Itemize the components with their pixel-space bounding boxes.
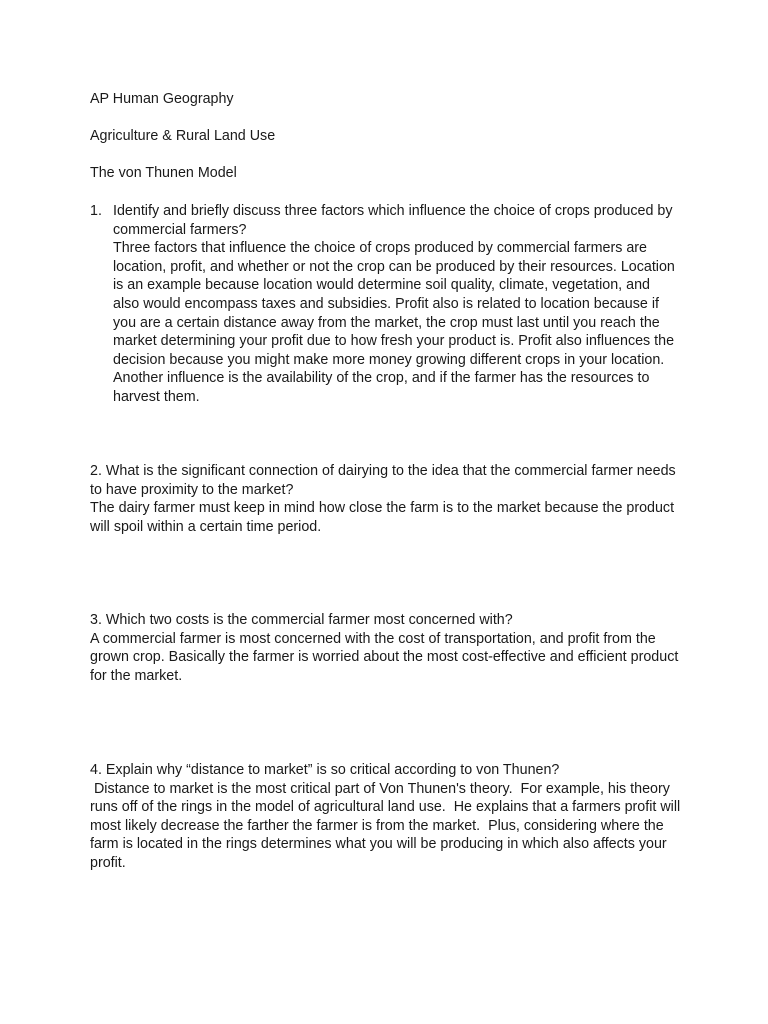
question-text-3: 3. Which two costs is the commercial farmer most concerned with? [90, 612, 513, 628]
question-item-4 [90, 761, 690, 873]
answer-text-1: Three factors that influence the choice of crops produced by commercial farmers are location, profit, and whether or not the crop can be produced by their resources. Location is an example because location would determine soil quality, climate, vegetation, and also would encompass taxes and subsidies. Profit also is related to location because if you are a certain distance away from the market, the crop must last until you reach the market determining your profit due to how fresh your product is. Profit also influences the decision because you might make more money growing different crops in your location. Another influence is the availability of the crop, and if the farmer has the resources to harvest them. [113, 240, 675, 405]
answer-text-2: The dairy farmer must keep in mind how close the farm is to the market because the product will spoil within a certain time period. [90, 500, 675, 535]
unit-title: Agriculture & Rural Land Use [90, 128, 276, 144]
question-number-1: 1. [90, 203, 102, 219]
question-text-1: Identify and briefly discuss three factors which influence the choice of crops produced by commercial farmers? [113, 203, 673, 238]
question-text-2: 2. What is the significant connection of dairying to the idea that the commercial farmer needs to have proximity to the market? [90, 463, 676, 498]
question-item-2 [90, 462, 690, 536]
course-title: AP Human Geography [90, 91, 234, 107]
topic-title: The von Thunen Model [90, 165, 237, 181]
question-item-3 [90, 611, 690, 685]
question-item-1 [90, 202, 690, 407]
question-text-4: 4. Explain why “distance to market” is so critical according to von Thunen? [90, 762, 560, 778]
answer-text-4: Distance to market is the most critical part of Von Thunen's theory. For example, his theory runs off of the rings in the model of agricultural land use. He explains that a farmers profit will most likely decrease the farther the farmer is from the market. Plus, considering where the farm is located in the rings determines what you will be producing in which also affects your profit. [90, 780, 685, 871]
answer-text-3: A commercial farmer is most concerned with the cost of transportation, and profit from the grown crop. Basically the farmer is worried about the most cost-effective and efficient product for the market. [90, 630, 679, 684]
